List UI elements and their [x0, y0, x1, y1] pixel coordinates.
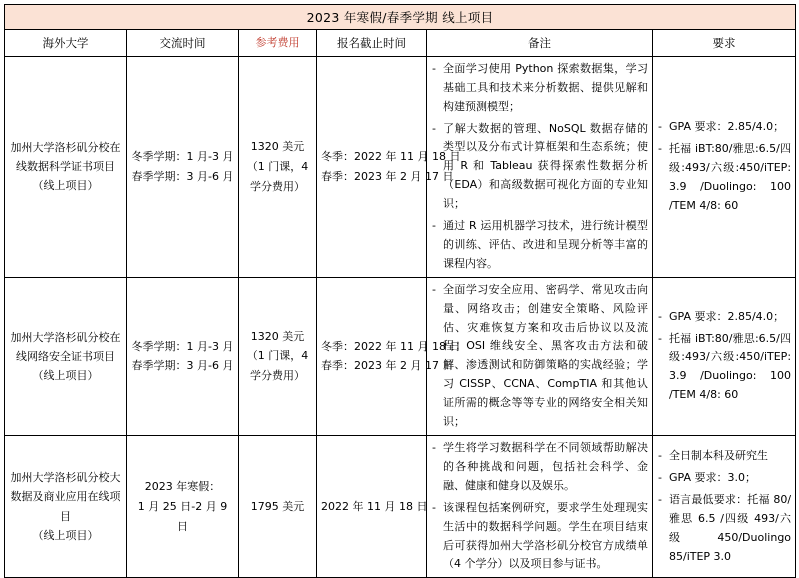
cell-exchange-time [127, 277, 239, 435]
column-header-exchange-time: 交流时间 [127, 30, 239, 57]
requirement-item: - GPA 要求：3.0； [657, 469, 791, 488]
programs-table [4, 4, 796, 578]
cell-university [5, 436, 127, 578]
cell-university [5, 56, 127, 277]
column-header-notes: 备注 [427, 30, 653, 57]
fee-line: 1795 美元 [250, 499, 305, 513]
note-item: - 全面学习使用 Python 探索数据集，学习基础工具和技术来分析数据、提供见解和构建预测模型； [431, 60, 648, 117]
table-row [5, 277, 796, 435]
requirement-item: - GPA 要求：2.85/4.0； [657, 308, 791, 327]
cell-requirements [653, 56, 796, 277]
university-line: （线上项目） [32, 369, 99, 383]
time-line: 1 月 25 日-2 月 9 日 [137, 499, 228, 533]
fee-line: （1 门课，4 [246, 349, 309, 363]
time-line: 春季学期：3 月-6 月 [131, 169, 234, 183]
cell-exchange-time [127, 56, 239, 277]
column-header-university: 海外大学 [5, 30, 127, 57]
note-item: - 全面学习安全应用、密码学、常见攻击向量、网络攻击；创建安全策略、风险评估、灾难恢复方案和攻击后协议以及流程；OSI 维线安全、黑客攻击方法和破解、渗透测试和防御策略的实战经验；学习 CISSP、CCNA、CompTIA 和其他认证所需的概念等等专业的网络安全相关知识； [431, 281, 648, 432]
deadline-line: 冬季：2022 年 11 月 18 日 [321, 339, 461, 353]
cell-requirements [653, 277, 796, 435]
requirement-item: - 托福 iBT:80/雅思:6.5/四级:493/六级:450/iTEP: 3.9 /Duolingo: 100 /TEM 4/8: 60 [657, 330, 791, 406]
column-header-deadline: 报名截止时间 [317, 30, 427, 57]
table-row [5, 436, 796, 578]
fee-line: 学分费用） [250, 369, 305, 383]
cell-requirements [653, 436, 796, 578]
requirement-item: - 语言最低要求：托福 80/ 雅思 6.5 /四级 493/六级 450/Duolingo 85/iTEP 3.0 [657, 491, 791, 567]
university-line: 目 [60, 509, 71, 523]
cell-university [5, 277, 127, 435]
table-header-row [5, 30, 796, 57]
note-item: - 该课程包括案例研究，要求学生处理现实生活中的数据科学问题。学生在项目结束后可获得加州大学洛杉矶分校官方成绩单（4 个学分）以及项目参与证书。 [431, 499, 648, 575]
deadline-line: 冬季：2022 年 11 月 18 日 [321, 149, 461, 163]
deadline-line: 春季：2023 年 2 月 17 日 [321, 359, 454, 373]
requirement-item: - 托福 iBT:80/雅思:6.5/四级:493/六级:450/iTEP: 3.9 /Duolingo: 100 /TEM 4/8: 60 [657, 140, 791, 216]
cell-deadline [317, 56, 461, 277]
fee-line: （1 门课，4 [246, 159, 309, 173]
cell-exchange-time [127, 436, 239, 578]
cell-fee [239, 277, 317, 435]
university-line: 加州大学洛杉矶分校在 [10, 140, 121, 154]
table-row [5, 56, 796, 277]
cell-fee [239, 56, 317, 277]
cell-notes [427, 277, 653, 435]
university-line: 线数据科学证书项目 [16, 160, 115, 174]
time-line: 冬季学期：1 月-3 月 [131, 339, 234, 353]
note-item: - 学生将学习数据科学在不同领域帮助解决的各种挑战和问题，包括社会科学、金融、健康和健身以及娱乐。 [431, 439, 648, 496]
cell-notes [427, 56, 653, 277]
requirement-item: - 全日制本科及研究生 [657, 447, 791, 466]
cell-deadline [317, 277, 461, 435]
time-line: 2023 年寒假： [144, 479, 221, 493]
fee-line: 1320 美元 [250, 329, 305, 343]
table-title-row [5, 5, 796, 30]
time-line: 春季学期：3 月-6 月 [131, 359, 234, 373]
cell-fee [239, 436, 317, 578]
table-title: 2023 年寒假/春季学期 线上项目 [5, 5, 796, 30]
cell-deadline [317, 436, 427, 578]
university-line: 线网络安全证书项目 [16, 349, 115, 363]
time-line: 冬季学期：1 月-3 月 [131, 149, 234, 163]
requirement-item: - GPA 要求：2.85/4.0； [657, 118, 791, 137]
note-item: - 通过 R 运用机器学习技术，进行统计模型的训练、评估、改进和呈现分析等丰富的课程内容。 [431, 217, 648, 274]
column-header-requirements: 要求 [653, 30, 796, 57]
cell-notes [427, 436, 653, 578]
deadline-line: 春季：2023 年 2 月 17 日 [321, 169, 454, 183]
university-line: （线上项目） [32, 528, 99, 542]
university-line: 加州大学洛杉矶分校大 [10, 471, 121, 485]
deadline-line: 2022 年 11 月 18 日 [321, 499, 428, 513]
university-line: 数据及商业应用在线项 [10, 490, 121, 504]
university-line: 加州大学洛杉矶分校在 [10, 330, 121, 344]
note-item: - 了解大数据的管理、NoSQL 数据存储的类型以及分布式计算框架和生态系统；使用 R 和 Tableau 获得探索性数据分析（EDA）和高级数据可视化方面的专业知识； [431, 120, 648, 215]
fee-line: 1320 美元 [250, 140, 305, 154]
column-header-fee: 参考费用 [239, 30, 317, 57]
fee-line: 学分费用） [250, 179, 305, 193]
university-line: （线上项目） [32, 179, 99, 193]
